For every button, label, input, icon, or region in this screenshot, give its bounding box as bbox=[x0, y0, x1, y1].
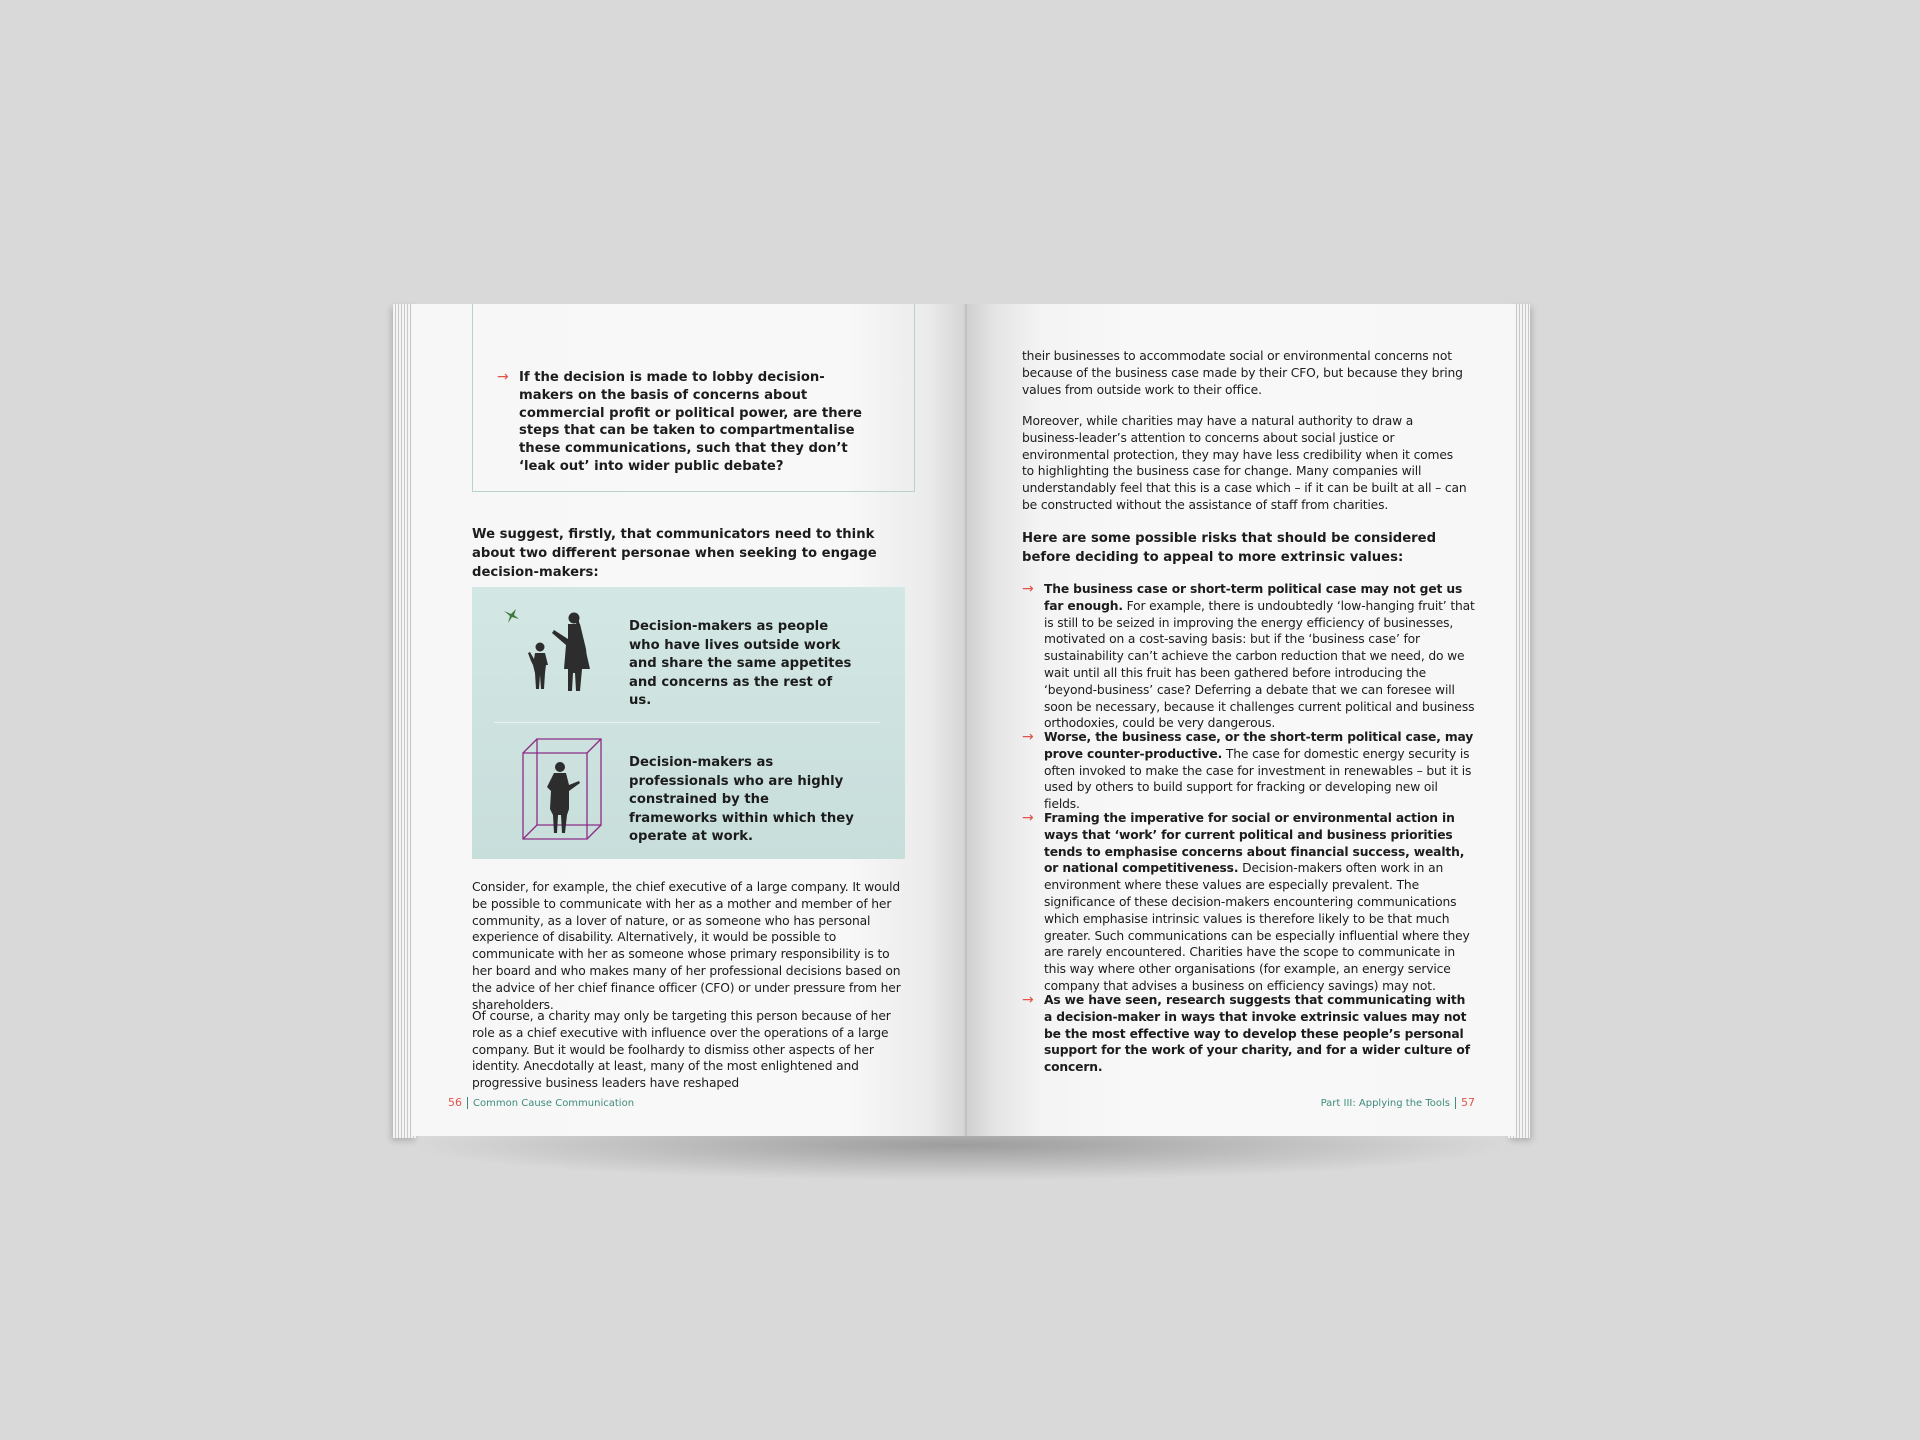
risk-item bbox=[1022, 992, 1477, 1076]
left-lead-paragraph: We suggest, firstly, that communicators need to think about two different personae when seeking to engage decision-makers: bbox=[472, 527, 877, 580]
risk-item-heading: The business case or short-term political case may not get us far enough. bbox=[1044, 582, 1463, 613]
right-folio bbox=[1321, 1096, 1475, 1109]
persona-1-text: Decision-makers as people who have lives outside work and share the same appetites and concerns as the rest of us. bbox=[629, 619, 852, 709]
arrow-bullet-icon: → bbox=[1022, 729, 1034, 745]
risk-item-heading: Framing the imperative for social or environmental action in ways that ‘work’ for current political and business priorities tends to emphasise concerns about financial success, wealth, or national competitiveness. bbox=[1044, 811, 1465, 876]
right-lead-paragraph: Here are some possible risks that should be considered before deciding to appeal to more extrinsic values: bbox=[1022, 531, 1437, 565]
person-in-box-icon bbox=[517, 735, 607, 847]
persona-2-text: Decision-makers as professionals who are highly constrained by the frameworks within which they operate at work. bbox=[629, 755, 854, 845]
risk-item-text: For example, there is undoubtedly ‘low-hanging fruit’ that is still to be seized in improving the energy efficiency of businesses, motivated on a cost-saving basis: but if the ‘business case’ for sustainability can’t achieve the carbon reduction that we need, do we wait until all this fruit has been gathered before introducing the ‘beyond-business’ case? Deferring a debate that we can foresee will soon be necessary, because it challenges current political and business orthodoxies, could be very dangerous. bbox=[1044, 598, 1475, 731]
persona-panel bbox=[472, 587, 905, 859]
risk-item-heading: As we have seen, research suggests that communicating with a decision-maker in ways that invoke extrinsic values may not be the most effective way to develop these people’s personal support for the work of your charity, and for a wider culture of concern. bbox=[1044, 993, 1470, 1075]
right-running-title: Part III: Applying the Tools bbox=[1320, 1098, 1450, 1109]
left-body-paragraph-2: Of course, a charity may only be targeting this person because of her role as a chief executive with influence over the operations of a large company. But it would be foolhardy to dismiss other aspects of her identity. Anecdotally at least, many of the most enlightened and progressive business leaders have reshaped bbox=[472, 1009, 891, 1091]
folio-divider bbox=[467, 1097, 468, 1109]
callout-item bbox=[497, 369, 877, 476]
adult-and-child-icon bbox=[502, 603, 602, 713]
right-body-paragraph-2: Moreover, while charities may have a natural authority to draw a business-leader’s attention to concerns about social justice or environmental protection, they may have less credibility when it comes to highlighting the business case for change. Many companies will understandably feel that this is a case which – if it can be built at all – can be constructed without the assistance of staff from charities. bbox=[1022, 414, 1467, 512]
risk-item bbox=[1022, 581, 1477, 732]
arrow-bullet-icon: → bbox=[497, 369, 509, 385]
right-page-number: 57 bbox=[1461, 1096, 1475, 1109]
folio-divider bbox=[1455, 1097, 1456, 1109]
arrow-bullet-icon: → bbox=[1022, 810, 1034, 826]
left-body-paragraph-1: Consider, for example, the chief executive of a large company. It would be possible to communicate with her as a mother and member of her community, as a lover of nature, or as someone who has personal experience of disability. Alternatively, it would be possible to communicate with her as someone whose primary responsibility is to her board and who makes many of her professional decisions based on the advice of her chief finance officer (CFO) or under pressure from her shareholders. bbox=[472, 880, 901, 1012]
risk-item-text: Decision-makers often work in an environment where these values are especially prevalent. The significance of these decision-makers encountering communications which emphasise intrinsic values is therefore likely to be that much greater. Such communications can be especially influential where they are rarely encountered. Charities have the scope to communicate in this way where other organisations (for example, an energy service company that advises a business on efficiency savings) may not. bbox=[1044, 861, 1470, 993]
risk-item-text: The case for domestic energy security is often invoked to make the case for investment in renewables – but it is used by others to build support for fracking or developing new oil fields. bbox=[1044, 746, 1472, 812]
risk-item bbox=[1022, 810, 1477, 995]
right-page bbox=[967, 304, 1515, 1136]
left-page-number: 56 bbox=[448, 1096, 462, 1109]
callout-item-text: If the decision is made to lobby decision-makers on the basis of concerns about commercial profit or political power, are there steps that can be taken to compartmentalise these communications, such that they don’t ‘leak out’ into wider public debate? bbox=[519, 370, 862, 474]
arrow-bullet-icon: → bbox=[1022, 992, 1034, 1008]
persona-divider bbox=[494, 722, 880, 723]
arrow-bullet-icon: → bbox=[1022, 581, 1034, 597]
left-running-title: Common Cause Communication bbox=[473, 1098, 635, 1109]
risk-item bbox=[1022, 729, 1477, 813]
right-body-paragraph-1: their businesses to accommodate social or environmental concerns not because of the business case made by their CFO, but because they bring values from outside work to their office. bbox=[1022, 349, 1463, 397]
left-folio bbox=[448, 1096, 634, 1109]
risk-item-heading: Worse, the business case, or the short-term political case, may prove counter-productive. bbox=[1044, 730, 1474, 761]
left-page bbox=[412, 304, 967, 1136]
